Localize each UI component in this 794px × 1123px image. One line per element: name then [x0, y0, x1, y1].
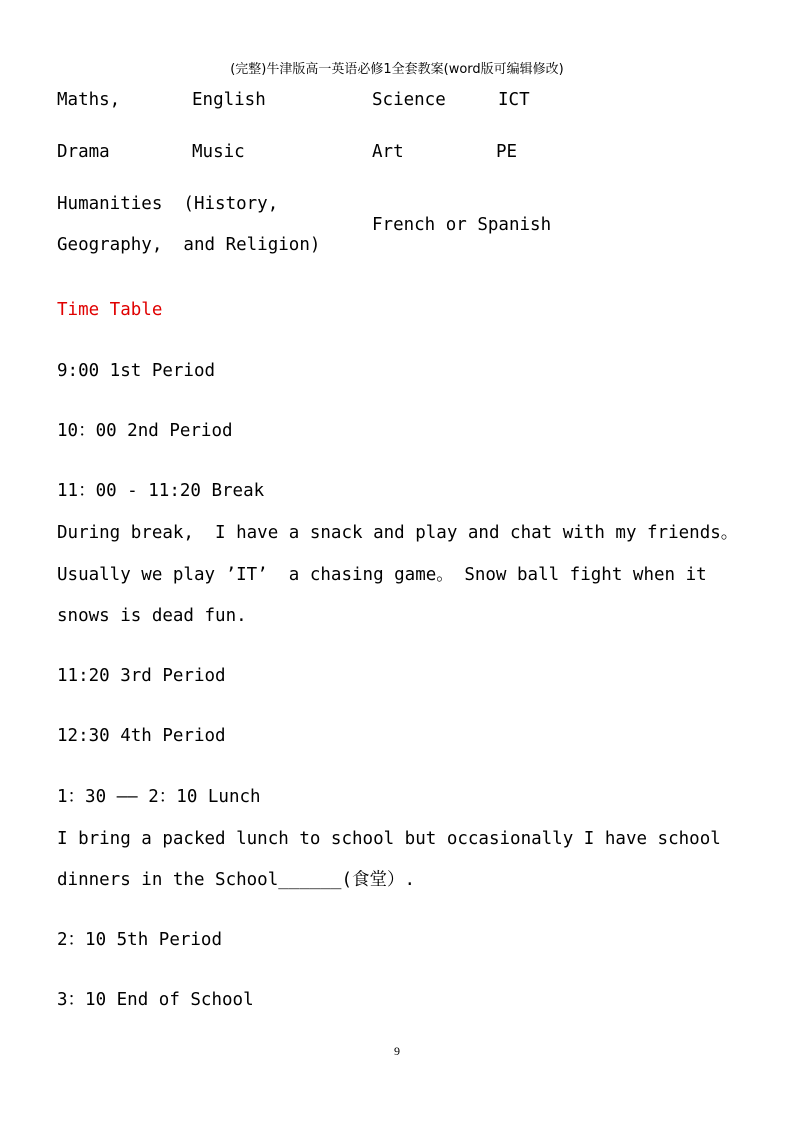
break-description-line3: snows is dead fun.	[57, 606, 247, 626]
timetable-period-4: 12:30 4th Period	[57, 726, 226, 746]
page-number: 9	[394, 1044, 400, 1058]
subject-humanities-line2: Geography, and Religion)	[57, 235, 321, 255]
subject-ict: ICT	[498, 90, 530, 110]
subject-pe: PE	[496, 142, 518, 162]
subject-music: Music	[192, 142, 245, 162]
subject-humanities-line1: Humanities (History,	[57, 194, 279, 214]
subject-english: English	[192, 90, 266, 110]
timetable-period-3: 11:20 3rd Period	[57, 666, 226, 686]
subject-maths: Maths,	[57, 90, 121, 110]
break-description-line2: Usually we play ’IT’ a chasing game。 Snow ball fight when it	[57, 565, 707, 585]
timetable-heading: Time Table	[57, 300, 163, 320]
subject-art: Art	[372, 142, 404, 162]
timetable-period-5: 2：10 5th Period	[57, 930, 223, 950]
timetable-end: 3：10 End of School	[57, 990, 254, 1010]
timetable-break: 11：00 - 11:20 Break	[57, 481, 265, 501]
subject-drama: Drama	[57, 142, 110, 162]
break-description-line1: During break, I have a snack and play and chat with my friends。	[57, 523, 739, 543]
subject-language: French or Spanish	[372, 215, 552, 235]
lunch-description-line1: I bring a packed lunch to school but occasionally I have school	[57, 829, 721, 849]
document-header: (完整)牛津版高一英语必修1全套教案(word版可编辑修改)	[230, 62, 564, 77]
timetable-period-2: 10：00 2nd Period	[57, 421, 233, 441]
lunch-description-line2: dinners in the School______(食堂）.	[57, 870, 416, 890]
timetable-lunch: 1：30 —— 2：10 Lunch	[57, 787, 261, 807]
timetable-period-1: 9:00 1st Period	[57, 361, 216, 381]
subject-science: Science	[372, 90, 446, 110]
